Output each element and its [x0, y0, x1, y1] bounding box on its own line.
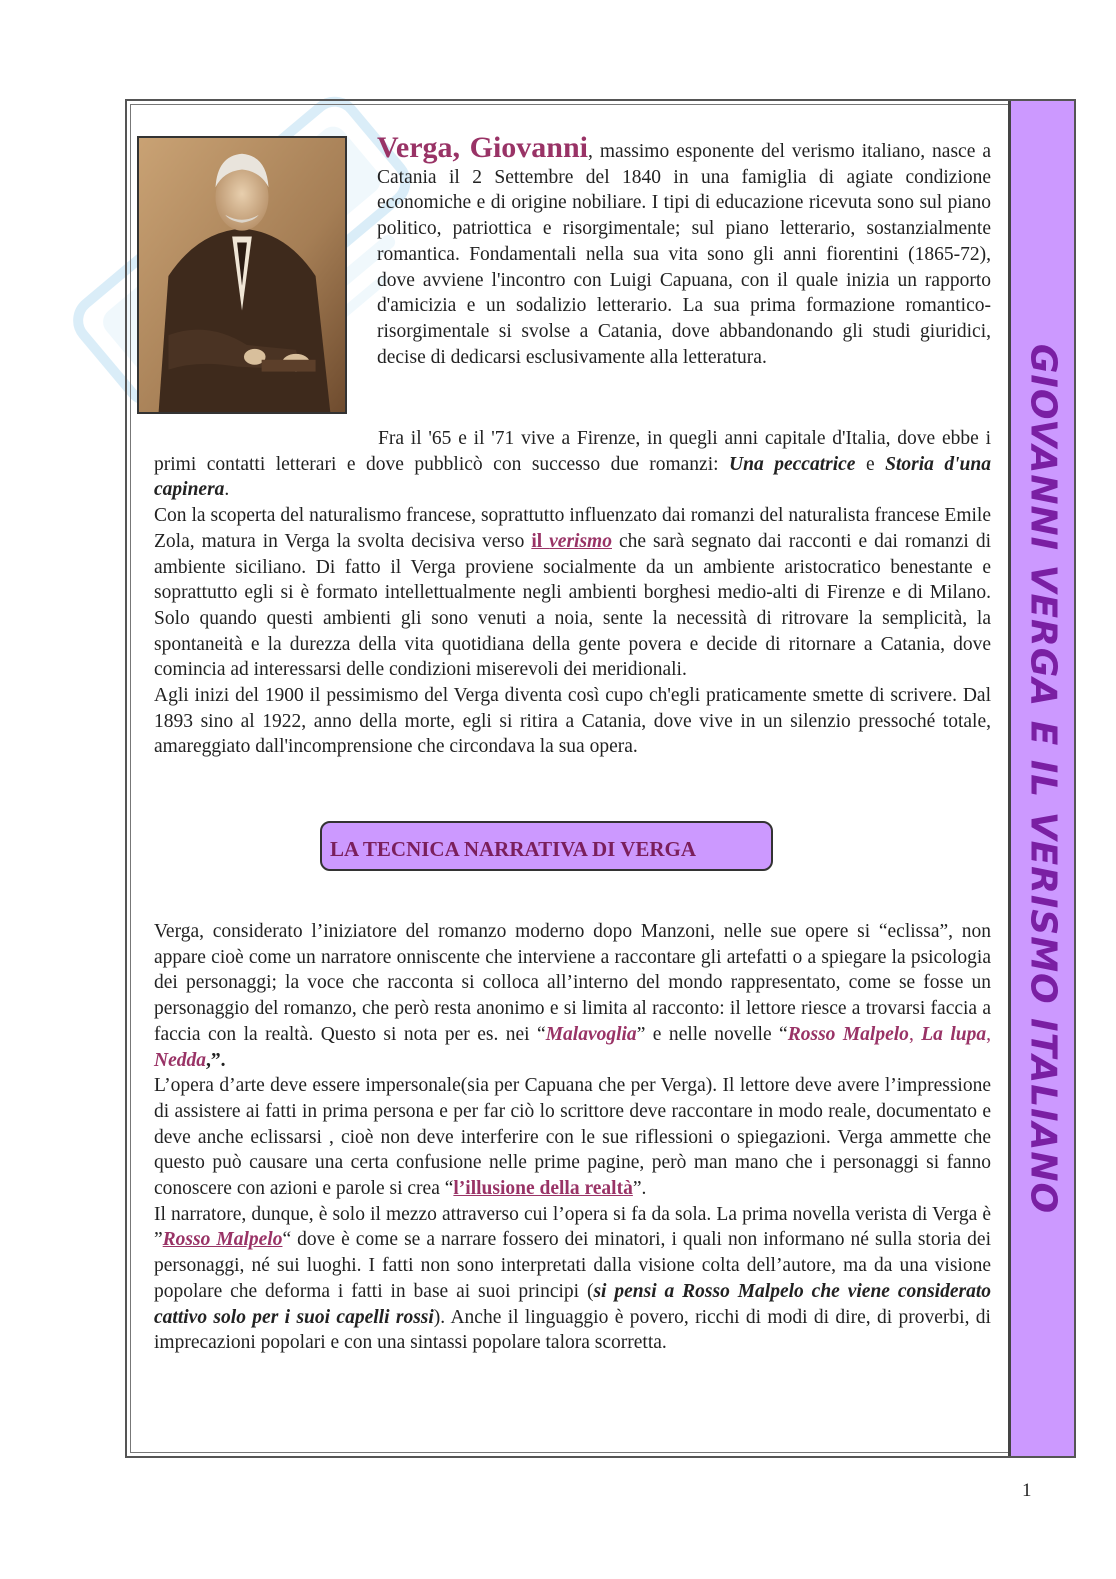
emphasis-text: si pensi a Rosso Malpelo che viene considerato cattivo solo per i suoi capelli rossi [154, 1280, 991, 1328]
paragraph-text: L’opera d’arte deve essere impersonale(sia per Capuana che per Verga). Il lettore deve avere l’impressione di assistere ai fatti in prima persona e per far ciò lo scrittore deve raccontare in modo reale, documentato e deve anche eclissarsi , cioè non deve interferire con le sue riflessioni o spiegazioni. Verga ammette che questo può causare una certa confusione nelle prime pagine, però man mano che i personaggi si fanno conoscere con azioni e parole si crea “ [154, 1075, 991, 1200]
rosso-malpelo-link[interactable]: Rosso Malpelo [162, 1229, 283, 1251]
illusione-link[interactable]: l’illusione della realtà [453, 1178, 633, 1200]
work-title: La lupa [921, 1023, 987, 1045]
paragraph-text: , [986, 1023, 992, 1045]
paragraph-impersonale [154, 1073, 991, 1202]
technique-section [154, 919, 991, 1356]
intro-paragraph [377, 133, 991, 370]
paragraph-naturalism [154, 503, 991, 683]
link-text: il [531, 530, 550, 552]
portrait-icon [139, 138, 345, 412]
novel-title: Una peccatrice [729, 453, 856, 475]
section-heading-box [320, 821, 773, 871]
section-title: LA TECNICA NARRATIVA DI VERGA [330, 837, 697, 861]
paragraph-florence [154, 426, 991, 503]
paragraph-narratore [154, 1202, 991, 1356]
paragraph-text: Fra il '65 e il '71 vive a Firenze, in quegli anni capitale d'Italia, dove ebbe i primi contatti letterari e dove pubblicò con successo due romanzi: [154, 428, 991, 475]
biography-section [154, 426, 991, 760]
work-title: Rosso Malpelo [787, 1023, 909, 1045]
paragraph-text: Il narratore, dunque, è solo il mezzo attraverso cui l’opera si fa da sola. La prima novella verista di Verga è ” [154, 1203, 991, 1251]
paragraph-text: “ dove è come se a narrare fossero dei minatori, i quali non informano né sulla storia dei personaggi, né sui luoghi. I fatti non sono interpretati dalla visione colta dell’autore, ma da una visione popolare che deforma i fatti in base ai suoi principi ( [154, 1229, 992, 1302]
paragraph-text: ). Anche il linguaggio è povero, ricchi di modi di dire, di proverbi, di imprecazioni popolari e con una sintassi popolare talora scorretta. [154, 1306, 991, 1354]
paragraph-text: e [855, 453, 886, 475]
paragraph-text: , [908, 1023, 922, 1045]
paragraph-eclissi [154, 919, 991, 1073]
paragraph-text: . [224, 479, 230, 501]
work-title: Nedda [154, 1049, 206, 1071]
intro-text: , massimo esponente del verismo italiano, nasce a Catania il 2 Settembre del 1840 in una famiglia di agiate condizione economiche e di origine nobiliare. I tipi di educazione ricevuta sono sul piano politico, patriottica e risorgimentale; sul piano letterario, sostanzialmente romantica. Fondamentali nella sua vita sono gli anni fiorentini (1865-72), dove avviene l'incontro con Luigi Capuana, con il quale inizia un rapporto d'amicizia e un sodalizio letterario. La sua prima formazione romantico-risorgimentale si svolse a Catania, dove abbandonando gli studi giuridici, decise di dedicarsi esclusivamente alla letteratura. [377, 141, 991, 368]
verismo-link[interactable] [531, 531, 612, 552]
page-number: 1 [1022, 1480, 1032, 1501]
novel-title: Storia d'una capinera [154, 453, 991, 501]
paragraph-text: Con la scoperta del naturalismo francese, soprattutto influenzato dai romanzi del naturalista francese Emile Zola, matura in Verga la svolta decisiva verso [154, 505, 991, 552]
paragraph-text: che sarà segnato dai racconti e dai romanzi di ambiente siciliano. Di fatto il Verga proviene socialmente da un ambiente aristocratico benestante e soprattutto egli si è formato intellettualmente negli ambienti borghesi medio-alti di Firenze e di Milano. Solo quando questi ambienti gli sono venuti a noia, sente la necessità di ritrovare la semplicità, la spontaneità e la durezza della vita quotidiana della gente povera e decide di ritornare a Catania, dove comincia ad interessarsi delle condizioni miserevoli dei meridionali. [154, 530, 991, 681]
work-title: Malavoglia [545, 1023, 637, 1045]
paragraph-text: ” e nelle novelle “ [636, 1023, 788, 1045]
paragraph-text: Verga, considerato l’iniziatore del romanzo moderno dopo Manzoni, nelle sue opere si “eclissa”, non appare cioè come un narratore onniscente che interviene a raccontare gli artefatti o a spiegare la psicologia dei personaggi; la voce che racconta si colloca all’interno del mondo rappresentato, come se fosse un personaggio del romanzo, che però resta anonimo e si limita al racconto: il lettore riesce a trovarsi faccia a faccia con la realtà. Questo si nota per es. nei “ [154, 921, 991, 1045]
portrait-photo [137, 136, 347, 414]
author-name: Verga, Giovanni [377, 131, 589, 164]
paragraph-pessimism: Agli inizi del 1900 il pessimismo del Verga diventa così cupo ch'egli praticamente smette di scrivere. Dal 1893 sino al 1922, anno della morte, egli si ritira a Catania, dove vive in un silenzio pressoché totale, amareggiato dall'incomprensione che circondava la sua opera. [154, 685, 991, 758]
paragraph-text: ,”. [206, 1049, 226, 1071]
link-text: verismo [549, 530, 612, 552]
sidebar-banner [1008, 101, 1074, 1456]
sidebar-title: GIOVANNI VERGA E IL VERISMO ITALIANO [1022, 343, 1063, 1214]
paragraph-text: ”. [632, 1178, 647, 1200]
